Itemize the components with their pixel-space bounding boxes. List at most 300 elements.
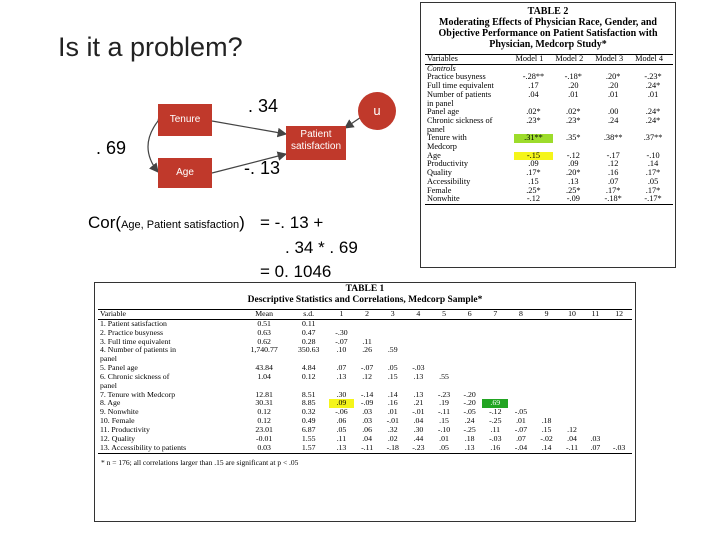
table2-value-cell: .00 xyxy=(607,107,619,117)
table1-value-cell: .05 xyxy=(387,363,398,373)
table1-value-cell: .05 xyxy=(336,424,347,434)
table1-value-cell xyxy=(534,364,560,373)
table1-value-cell xyxy=(354,319,380,328)
table1-value-cell: .55 xyxy=(439,371,449,381)
table2-value-cell: .17* xyxy=(605,185,621,195)
formula-vars: Age, Patient satisfaction xyxy=(121,219,240,231)
table2-value-cell: .20 xyxy=(568,81,579,91)
table1-value-cell: -.02 xyxy=(540,433,553,443)
table1-value-cell xyxy=(457,364,483,373)
table1-value-cell: .18 xyxy=(464,433,475,443)
table1-header: 1 xyxy=(339,309,344,318)
table1-value-cell xyxy=(534,338,560,347)
table1-value-cell: 8.51 xyxy=(301,389,316,399)
table1-value-cell xyxy=(431,319,457,328)
table2-value-cell: .20* xyxy=(605,72,621,82)
table1-value-cell: .13 xyxy=(336,371,347,381)
table1-value-cell: .16 xyxy=(490,442,501,452)
table1-header: 5 xyxy=(442,309,446,318)
tenure-label: Tenure xyxy=(169,114,201,125)
table1-header-row xyxy=(98,310,632,320)
table1-value-cell: .12 xyxy=(567,424,577,434)
table1-value-cell: 6.87 xyxy=(301,424,316,434)
table1-header: 6 xyxy=(467,309,472,318)
table2-variable-cell: Nonwhite xyxy=(427,194,460,204)
table1-value-cell: -.03 xyxy=(412,363,425,373)
table1-variable-cell: 13. Accessibility to patients xyxy=(100,442,187,452)
table2-value-cell: .07 xyxy=(607,176,619,186)
formula-suffix: ) xyxy=(239,213,245,232)
table1-value-cell: .16 xyxy=(387,398,398,408)
table2-header: Model 4 xyxy=(635,54,663,63)
table1-value-cell xyxy=(457,355,483,364)
table2-variable-cell: Controls xyxy=(427,63,456,73)
formula-line3: = 0. 1046 xyxy=(260,262,332,281)
table1-value-cell xyxy=(559,399,584,408)
table1-value-cell xyxy=(534,346,560,355)
node-u xyxy=(358,92,396,130)
table1-variable-cell: 3. Full time equivalent xyxy=(100,336,171,346)
table1-value-cell: 0.28 xyxy=(301,336,316,346)
table1-value-cell: -.25 xyxy=(489,416,502,426)
table1-value-cell xyxy=(585,417,607,426)
table1-value-cell: .07 xyxy=(590,442,601,452)
table1-value-cell xyxy=(585,373,607,382)
table1-value-cell xyxy=(585,408,607,417)
table1-title xyxy=(95,284,635,306)
table1-value-cell xyxy=(508,373,534,382)
node-age xyxy=(158,158,212,188)
table1-header: 10 xyxy=(568,309,576,318)
coef-tenure-outcome: . 34 xyxy=(248,96,279,116)
table1-value-cell: -.30 xyxy=(335,327,348,337)
table1-value-cell xyxy=(431,355,457,364)
table2-value-cell: .24 xyxy=(607,115,619,125)
table2-row xyxy=(425,134,673,143)
table1-variable-cell: 1. Patient satisfaction xyxy=(100,318,167,328)
table2-value-cell: -.15 xyxy=(514,152,554,161)
table1-value-cell xyxy=(606,364,632,373)
table1-value-cell xyxy=(585,391,607,400)
table1-value-cell: .03 xyxy=(590,433,601,443)
table1-value-cell: 1,740.77 xyxy=(250,345,278,355)
table2-row xyxy=(425,143,673,152)
table1-value-cell: 0.12 xyxy=(257,416,271,426)
table2-value-cell: -.17* xyxy=(644,194,662,204)
table1-variable-cell: panel xyxy=(100,354,117,364)
table1 xyxy=(98,309,632,454)
table1-value-cell: -.07 xyxy=(514,424,528,434)
u-label: u xyxy=(373,103,381,118)
table1-value-cell xyxy=(585,355,607,364)
table1-value-cell: -.01 xyxy=(412,407,425,417)
table2-value-cell: .01 xyxy=(568,89,579,99)
table1-value-cell xyxy=(559,329,584,338)
arc-tenure-age xyxy=(148,121,158,172)
table1-value-cell xyxy=(606,426,632,435)
table1-value-cell: .12 xyxy=(362,371,372,381)
age-label: Age xyxy=(176,167,194,178)
table2-value-cell: .16 xyxy=(607,168,619,178)
table1-value-cell xyxy=(482,346,508,355)
table1-value-cell xyxy=(431,346,457,355)
table1-value-cell: 0.11 xyxy=(301,318,316,328)
table1-value-cell xyxy=(508,355,534,364)
table1-value-cell: .13 xyxy=(336,442,347,452)
table1-value-cell: 4.84 xyxy=(301,363,316,373)
table2-variable-cell: panel xyxy=(427,124,445,134)
table2-title xyxy=(421,6,675,50)
table1-value-cell: 8.85 xyxy=(301,398,316,408)
table2-variable-cell: Chronic sickness of xyxy=(427,115,493,125)
table1-value-cell xyxy=(534,355,560,364)
table1-value-cell: .01 xyxy=(439,433,449,443)
slide-title: Is it a problem? xyxy=(58,32,243,62)
table1-value-cell: 350.63 xyxy=(297,345,320,355)
table1-value-cell xyxy=(508,382,534,391)
table1-header: Mean xyxy=(255,309,274,318)
table1-value-cell: 43.84 xyxy=(255,363,273,373)
table1-value-cell: -.09 xyxy=(360,398,374,408)
table1-value-cell xyxy=(457,319,483,328)
table1-value-cell xyxy=(508,329,534,338)
table1-value-cell: -.23 xyxy=(437,389,451,399)
table1-value-cell xyxy=(457,329,483,338)
table1-value-cell xyxy=(457,373,483,382)
table1-value-cell xyxy=(508,319,534,328)
table2-header: Variables xyxy=(427,54,458,63)
table1-value-cell xyxy=(482,329,508,338)
table1-value-cell xyxy=(406,338,432,347)
table1-value-cell: .26 xyxy=(362,345,372,355)
table2-value-cell: .17* xyxy=(526,168,541,178)
table2-title-line4: Physician, Medcorp Study* xyxy=(489,39,607,50)
table1-header: Variable xyxy=(100,309,126,318)
table2-row xyxy=(425,187,673,196)
table2-value-cell: .02* xyxy=(566,107,581,117)
table1-value-cell: .01 xyxy=(387,407,398,417)
table1-value-cell: .14 xyxy=(387,389,398,399)
table2-row xyxy=(425,195,673,204)
table2-value-cell: -.28** xyxy=(522,72,545,82)
coef-age-tenure: . 69 xyxy=(96,138,127,158)
table1-value-cell xyxy=(606,391,632,400)
table1-value-cell: .15 xyxy=(439,416,449,426)
table2-row xyxy=(425,91,673,100)
table2-value-cell: .09 xyxy=(528,159,539,169)
table1-value-cell: .30 xyxy=(336,389,347,399)
table1-value-cell: 30.31 xyxy=(255,398,273,408)
table1-value-cell xyxy=(585,399,607,408)
table1-value-cell: -.01 xyxy=(386,416,399,426)
table1-value-cell: .11 xyxy=(490,424,501,434)
table1-header: 11 xyxy=(591,309,600,318)
table1-value-cell: 23.01 xyxy=(255,424,273,434)
table2-value-cell: .05 xyxy=(647,176,659,186)
table2-value-cell: .23* xyxy=(566,115,581,125)
table1-value-cell: .04 xyxy=(567,433,577,443)
table2-variable-cell: Panel age xyxy=(427,107,460,117)
table2-value-cell: -.10 xyxy=(646,150,660,160)
table1-value-cell: .32 xyxy=(387,424,398,434)
table1-value-cell xyxy=(431,329,457,338)
table1-value-cell: .44 xyxy=(413,433,424,443)
table2-value-cell: .35* xyxy=(566,133,581,143)
table2-header-row xyxy=(425,55,673,65)
table1-value-cell: .15 xyxy=(387,371,398,381)
table1-value-cell xyxy=(606,382,632,391)
table2-row xyxy=(425,117,673,126)
table1-value-cell: .04 xyxy=(413,416,424,426)
table1-value-cell xyxy=(534,391,560,400)
table2-value-cell: -.23* xyxy=(644,72,662,82)
table1-value-cell: 0.62 xyxy=(257,336,271,346)
table1-value-cell xyxy=(559,364,584,373)
table1-value-cell xyxy=(606,373,632,382)
table1-variable-cell: 2. Practice busyness xyxy=(100,327,164,337)
table1-row xyxy=(98,346,632,355)
table1-value-cell xyxy=(508,391,534,400)
table2-value-cell: .25* xyxy=(566,185,581,195)
table1-value-cell xyxy=(508,338,534,347)
table1-value-cell xyxy=(380,329,406,338)
table1-value-cell: .07 xyxy=(336,363,347,373)
table1-value-cell: -.11 xyxy=(361,442,374,452)
table1-header: s.d. xyxy=(303,309,315,318)
table2-value-cell: .23* xyxy=(526,115,541,125)
table1-variable-cell: panel xyxy=(100,380,117,390)
node-tenure xyxy=(158,104,212,136)
table1-value-cell xyxy=(585,364,607,373)
table1-variable-cell: 7. Tenure with Medcorp xyxy=(100,389,176,399)
coef-age-outcome: -. 13 xyxy=(244,158,281,178)
table1-value-cell: .18 xyxy=(541,416,552,426)
node-patient-satisfaction xyxy=(286,126,346,160)
table1-value-cell xyxy=(482,319,508,328)
table1-value-cell: -.14 xyxy=(360,389,374,399)
table1-value-cell: .30 xyxy=(413,424,424,434)
table1-header: 2 xyxy=(365,309,370,318)
table2-value-cell: .02* xyxy=(526,107,541,117)
table1-variable-cell: 6. Chronic sickness of xyxy=(100,371,170,381)
table1-value-cell xyxy=(406,346,432,355)
table2-title-line3: Objective Performance on Patient Satisfaction with xyxy=(438,28,658,39)
table1-row xyxy=(98,444,632,453)
table1-value-cell: -.25 xyxy=(463,424,476,434)
table1-title-line1: TABLE 1 xyxy=(345,284,385,294)
table1-variable-cell: 5. Panel age xyxy=(100,363,138,373)
table2-value-cell: -.17 xyxy=(606,150,620,160)
table2-value-cell: -.09 xyxy=(566,194,580,204)
table1-value-cell xyxy=(482,338,508,347)
table2-value-cell: .17* xyxy=(645,168,661,178)
table1-value-cell xyxy=(606,319,632,328)
table1-value-cell: -.20 xyxy=(463,389,476,399)
table1-title-line2: Descriptive Statistics and Correlations, Medcorp Sample* xyxy=(247,295,483,305)
table1-value-cell: -.06 xyxy=(335,407,348,417)
outcome-label: Patient satisfaction xyxy=(290,129,342,152)
table2-value-cell: .14 xyxy=(647,159,659,169)
table1-value-cell: .09 xyxy=(329,399,355,408)
table1-value-cell xyxy=(457,338,483,347)
table1-variable-cell: 10. Female xyxy=(100,416,135,426)
table1-variable-cell: 11. Productivity xyxy=(100,424,150,434)
table1-value-cell: .06 xyxy=(362,424,372,434)
table1-value-cell: -.11 xyxy=(437,407,451,417)
table1-value-cell xyxy=(482,382,508,391)
table2-variable-cell: Tenure with xyxy=(427,133,467,143)
table1-value-cell: -.10 xyxy=(437,424,451,434)
table1-value-cell: -0.01 xyxy=(256,433,273,443)
table2-value-cell: -.18* xyxy=(604,194,622,204)
table1-value-cell: 0.49 xyxy=(301,416,316,426)
table1-value-cell: 0.03 xyxy=(257,442,271,452)
table2-value-cell: .17* xyxy=(645,185,661,195)
table1-value-cell: .19 xyxy=(439,398,449,408)
table1-value-cell: .01 xyxy=(516,416,526,426)
table1-value-cell: .10 xyxy=(336,345,347,355)
table1-image xyxy=(94,282,636,522)
table1-value-cell: .13 xyxy=(413,371,424,381)
table1-value-cell: .03 xyxy=(362,407,372,417)
table1-value-cell: -.03 xyxy=(612,442,626,452)
table1-value-cell: .15 xyxy=(541,424,552,434)
table1-value-cell: -.05 xyxy=(463,407,476,417)
table1-value-cell xyxy=(559,355,584,364)
table1-value-cell xyxy=(559,338,584,347)
table1-header: 8 xyxy=(518,309,523,318)
table1-value-cell xyxy=(559,382,584,391)
table1-value-cell: .24 xyxy=(464,416,475,426)
table2-title-line1: TABLE 2 xyxy=(527,6,569,17)
table2-value-cell: .15 xyxy=(528,176,539,186)
table2-row xyxy=(425,100,673,109)
table1-row xyxy=(98,319,632,328)
table1-value-cell: -.05 xyxy=(514,407,528,417)
table1-value-cell: .14 xyxy=(541,442,552,452)
table1-value-cell xyxy=(508,346,534,355)
table2-value-cell: .17 xyxy=(528,81,539,91)
table1-value-cell xyxy=(534,382,560,391)
table2-value-cell: -.12 xyxy=(566,150,580,160)
table1-value-cell: 0.51 xyxy=(257,318,271,328)
table2-value-cell: .01 xyxy=(607,89,619,99)
table1-value-cell xyxy=(534,329,560,338)
table2-value-cell: .04 xyxy=(528,89,539,99)
table1-value-cell: -.07 xyxy=(360,363,374,373)
table1-header: 9 xyxy=(544,309,549,318)
table2-variable-cell: Number of patients xyxy=(427,89,492,99)
table1-value-cell xyxy=(457,346,483,355)
table1-value-cell xyxy=(585,329,607,338)
table1-value-cell: -.11 xyxy=(565,442,579,452)
table2-value-cell: .25* xyxy=(526,185,541,195)
table2-value-cell: .13 xyxy=(568,176,579,186)
formula-lhs xyxy=(88,210,245,238)
formula-prefix: Cor( xyxy=(88,213,122,232)
table1-value-cell xyxy=(606,338,632,347)
table1-value-cell xyxy=(380,319,406,328)
table1-value-cell xyxy=(559,391,584,400)
table1-header: 4 xyxy=(416,309,421,318)
table2-value-cell: .12 xyxy=(607,159,619,169)
table2-variable-cell: Quality xyxy=(427,168,452,178)
table1-value-cell xyxy=(559,346,584,355)
table1-value-cell xyxy=(482,364,508,373)
table1-value-cell: 0.12 xyxy=(301,371,316,381)
table1-header: 7 xyxy=(493,309,498,318)
table1-value-cell xyxy=(534,319,560,328)
table1-value-cell: 0.12 xyxy=(257,407,271,417)
table1-value-cell xyxy=(606,399,632,408)
table1-value-cell: .06 xyxy=(336,416,347,426)
table1-value-cell xyxy=(534,399,560,408)
table1-value-cell: .05 xyxy=(439,442,449,452)
table1-value-cell xyxy=(508,364,534,373)
table1-value-cell: -.04 xyxy=(514,442,528,452)
table1-value-cell: .07 xyxy=(516,433,526,443)
table2-variable-cell: in panel xyxy=(427,98,454,108)
table1-value-cell: -.12 xyxy=(489,407,502,417)
table2-header: Model 3 xyxy=(595,54,624,63)
table2-variable-cell: Age xyxy=(427,150,441,160)
table2-value-cell: -.12 xyxy=(526,194,541,204)
table1-value-cell xyxy=(559,408,584,417)
table2-variable-cell: Practice busyness xyxy=(427,72,486,82)
table1-value-cell: 1.57 xyxy=(301,442,316,452)
table1-value-cell: .13 xyxy=(413,389,424,399)
table1-value-cell: -.23 xyxy=(412,442,425,452)
table1-value-cell: .11 xyxy=(362,336,372,346)
table1-value-cell xyxy=(585,338,607,347)
table2-value-cell: .31** xyxy=(514,134,554,143)
arrow-tenure-outcome xyxy=(212,121,286,134)
table2-variable-cell: Accessibility xyxy=(427,176,471,186)
table1-value-cell: .13 xyxy=(464,442,475,452)
table2-value-cell: .38** xyxy=(603,133,623,143)
table1-variable-cell: 9. Nonwhite xyxy=(100,407,139,417)
table1-value-cell: .69 xyxy=(482,399,508,408)
table1-value-cell xyxy=(534,373,560,382)
table1-row xyxy=(98,373,632,382)
table1-value-cell: 0.32 xyxy=(301,407,316,417)
table2-variable-cell: Female xyxy=(427,185,452,195)
table2-value-cell: .24* xyxy=(645,115,661,125)
table1-value-cell xyxy=(606,355,632,364)
table1-value-cell xyxy=(559,373,584,382)
table2 xyxy=(425,54,673,205)
table2-variable-cell: Medcorp xyxy=(427,142,457,152)
table1-value-cell xyxy=(431,338,457,347)
table2-header: Model 1 xyxy=(515,54,544,63)
table1-value-cell: .59 xyxy=(387,345,398,355)
table1-value-cell: 0.63 xyxy=(257,327,271,337)
table1-value-cell xyxy=(482,373,508,382)
table1-value-cell: 12.81 xyxy=(255,389,273,399)
table1-value-cell: -.07 xyxy=(335,336,348,346)
table1-header: 3 xyxy=(390,309,395,318)
table1-value-cell xyxy=(585,382,607,391)
table2-value-cell: .01 xyxy=(647,89,659,99)
table1-value-cell xyxy=(406,319,432,328)
table1-value-cell: .03 xyxy=(362,416,372,426)
table1-value-cell xyxy=(606,329,632,338)
table1-value-cell: .04 xyxy=(362,433,372,443)
table2-value-cell: .09 xyxy=(568,159,579,169)
table2-value-cell: -.18* xyxy=(564,72,582,82)
table1-value-cell: .02 xyxy=(387,433,398,443)
table2-variable-cell: Productivity xyxy=(427,159,469,169)
